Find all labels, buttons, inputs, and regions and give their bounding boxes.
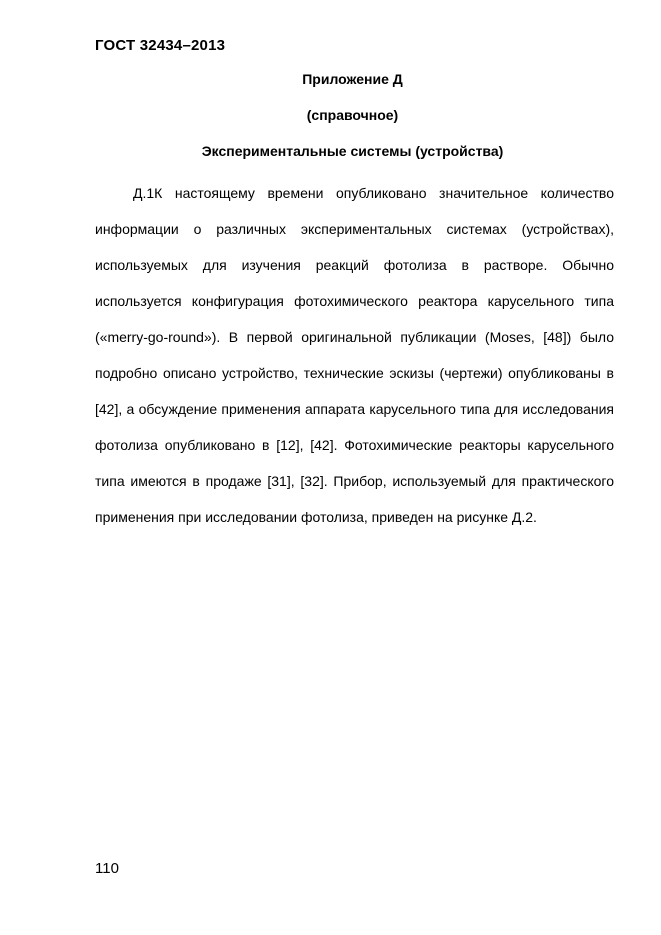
page-number: 110 (95, 860, 119, 877)
body-paragraph: Д.1К настоящему времени опубликовано значительное количество информации о различных экспериментальных системах (устройствах), используемых для изучения реакций фотолиза в растворе. Обычно используется конфигурация фотохимического реактора карусельного типа («merry-go-round»). В первой оригинальной публикации (Moses, [48]) было подробно описано устройство, технические эскизы (чертежи) опубликованы в [42], а обсуждение применения аппарата карусельного типа для исследования фотолиза опубликовано в [12], [42]. Фотохимические реакторы карусельного типа имеются в продаже [31], [32]. Прибор, используемый для практического применения при исследовании фотолиза, приведен на рисунке Д.2. (95, 185, 614, 525)
standard-code: ГОСТ 32434–2013 (95, 37, 226, 54)
section-heading: Экспериментальные системы (устройства) (201, 143, 504, 159)
appendix-status: (справочное) (306, 107, 399, 123)
appendix-title: Приложение Д (302, 71, 403, 87)
